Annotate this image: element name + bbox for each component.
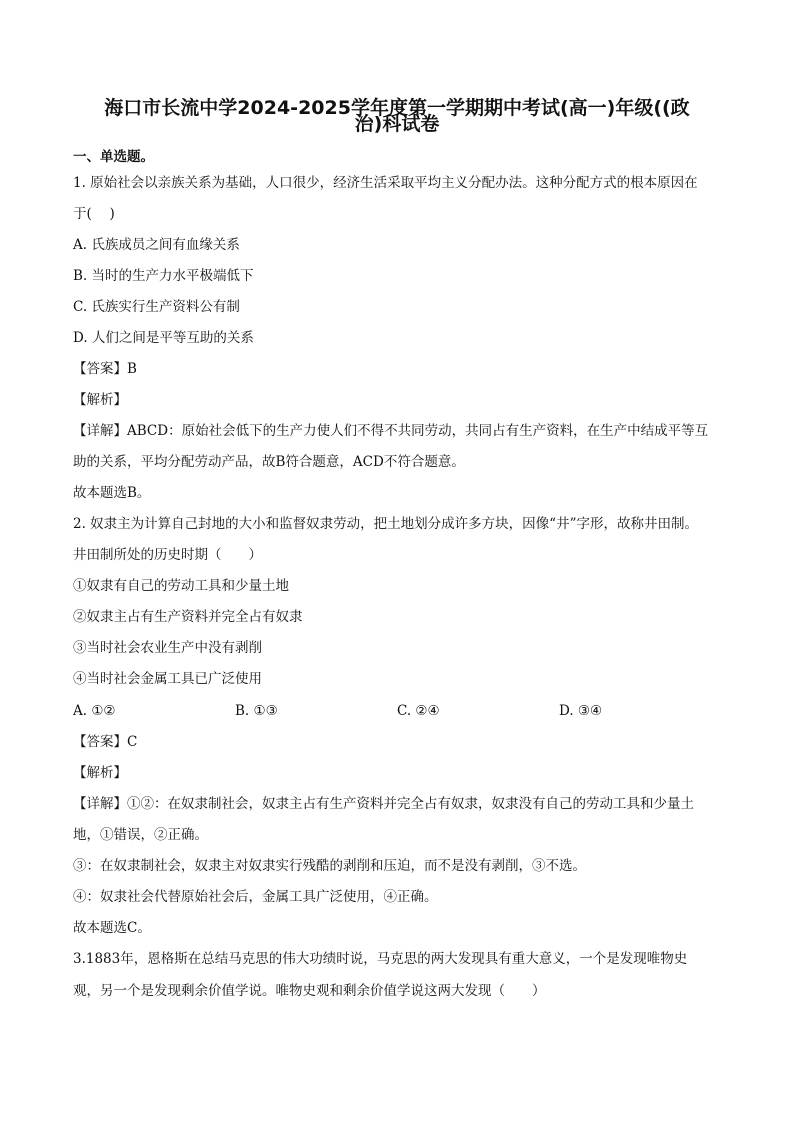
q1-option-a: A. 氏族成员之间有血缘关系 [73,237,240,253]
page-title-line-1: 海口市长流中学2024-2025学年度第一学期期中考试(高一)年级((政 [104,97,690,119]
q2-option-d: D. ③④ [559,703,603,719]
q2-statement-4: ④当时社会金属工具已广泛使用 [73,671,262,687]
q1-analysis-heading: 【解析】 [73,392,127,408]
q2-statement-3: ③当时社会农业生产中没有剥削 [73,640,262,656]
q2-option-a: A. ①② [73,703,116,719]
q1-detail-line-1: 【详解】ABCD：原始社会低下的生产力使人们不得不共同劳动，共同占有生产资料，在生产中结成平等互 [73,423,709,439]
q1-conclusion: 故本题选B。 [73,485,151,501]
q1-option-c: C. 氏族实行生产资料公有制 [73,299,240,315]
q2-option-b: B. ①③ [235,703,278,719]
q2-detail-line-1: 【详解】①②：在奴隶制社会，奴隶主占有生产资料并完全占有奴隶，奴隶没有自己的劳动工具和少量土 [73,796,694,812]
q1-option-d: D. 人们之间是平等互助的关系 [73,330,254,346]
q2-stem-line-1: 2. 奴隶主为计算自己封地的大小和监督奴隶劳动，把土地划分成许多方块，因像“井”字形，故称井田制。 [73,516,698,532]
q2-detail-line-3: ③：在奴隶制社会，奴隶主对奴隶实行残酷的剥削和压迫，而不是没有剥削，③不选。 [73,858,586,874]
q1-option-b: B. 当时的生产力水平极端低下 [73,268,254,284]
page-title-line-2: 治)科试卷 [354,113,440,135]
q1-stem-line-1: 1. 原始社会以亲族关系为基础，人口很少，经济生活采取平均主义分配办法。这种分配方式的根本原因在 [73,175,698,191]
q2-stem-line-2: 井田制所处的历史时期（ ） [73,547,262,563]
q3-stem-line-1: 3.1883年，恩格斯在总结马克思的伟大功绩时说，马克思的两大发现具有重大意义，一个是发现唯物史 [73,951,688,967]
q2-option-c: C. ②④ [397,703,440,719]
q1-stem-line-2: 于( ) [73,206,115,222]
q2-answer: 【答案】C [73,734,138,750]
q2-conclusion: 故本题选C。 [73,920,151,936]
q2-detail-line-4: ④：奴隶社会代替原始社会后，金属工具广泛使用，④正确。 [73,889,438,905]
section-heading: 一、单选题。 [73,149,154,165]
q2-statement-2: ②奴隶主占有生产资料并完全占有奴隶 [73,609,303,625]
q2-analysis-heading: 【解析】 [73,765,127,781]
q2-statement-1: ①奴隶有自己的劳动工具和少量土地 [73,578,289,594]
q2-options-row [73,702,721,720]
q3-stem-line-2: 观，另一个是发现剩余价值学说。唯物史观和剩余价值学说这两大发现（ ） [73,983,546,999]
q1-detail-line-2: 助的关系，平均分配劳动产品，故B符合题意，ACD不符合题意。 [73,454,465,470]
q1-answer: 【答案】B [73,361,137,377]
q2-detail-line-2: 地，①错误，②正确。 [73,827,208,843]
